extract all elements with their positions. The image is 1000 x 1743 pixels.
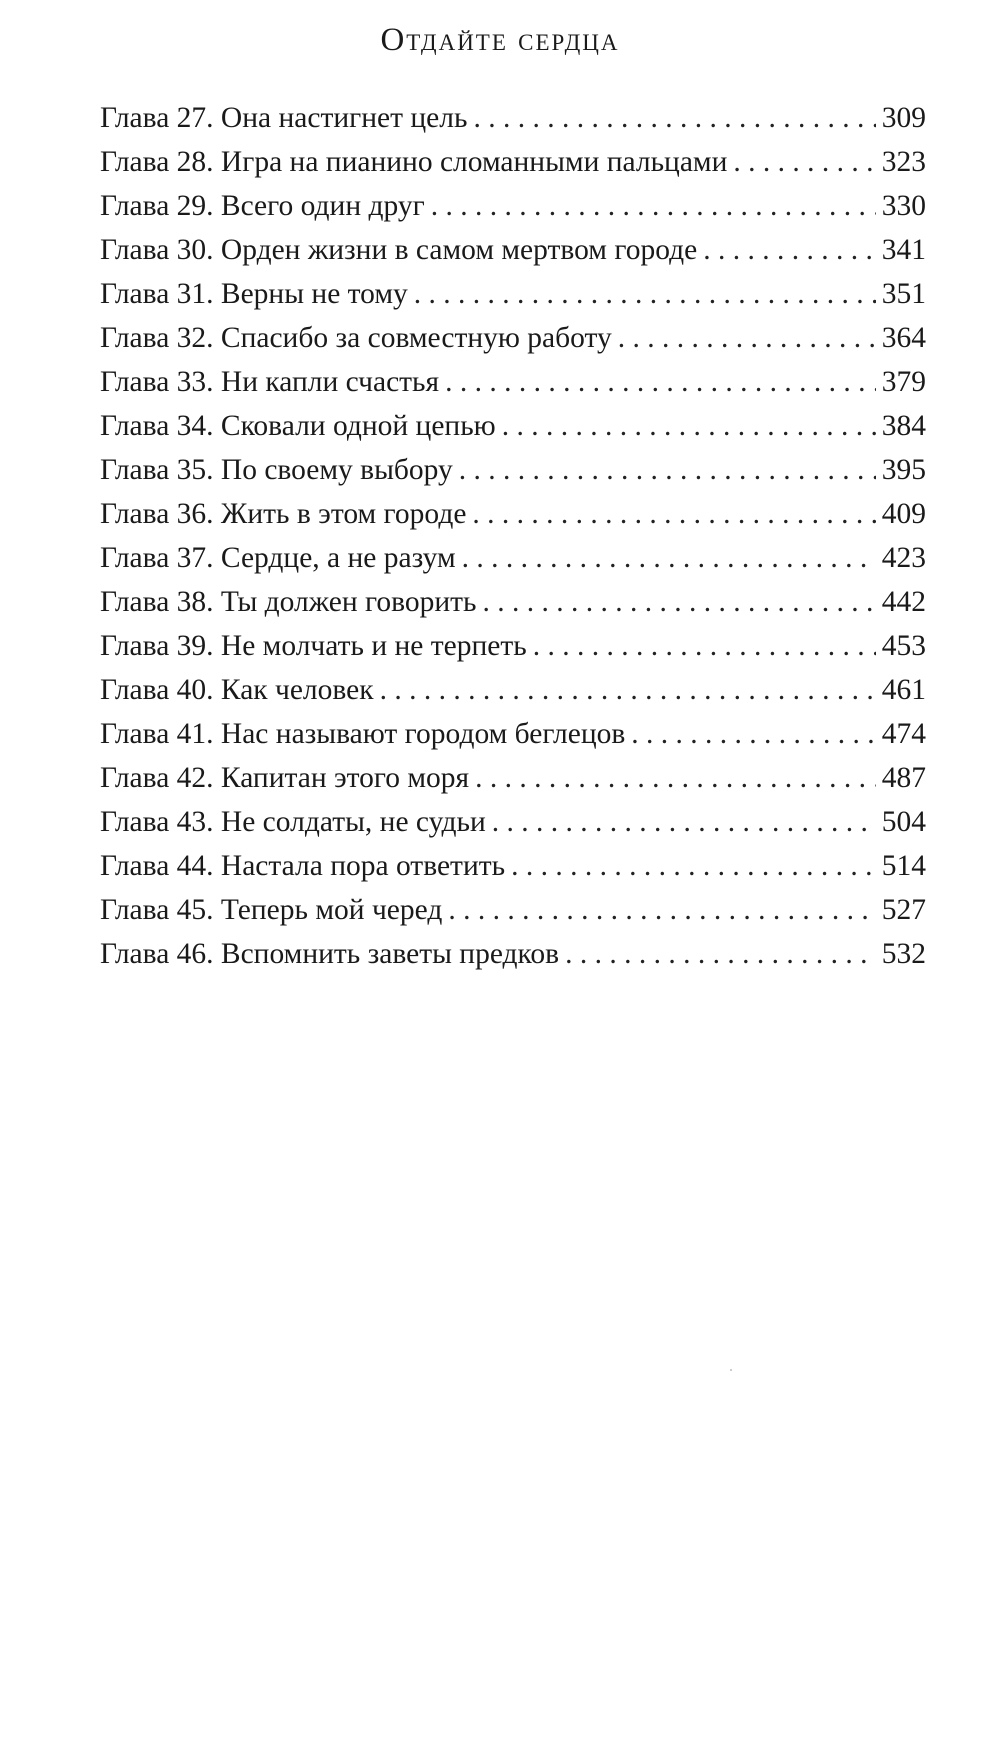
toc-leader-dots (533, 624, 876, 668)
toc-entry-title: Глава 42. Капитан этого моря (100, 762, 470, 794)
toc-leader-dots (459, 448, 876, 492)
toc-page-number: 364 (881, 322, 926, 354)
toc-page-number: 527 (881, 894, 926, 926)
toc-leader-dots (703, 228, 876, 272)
toc-leader-dots (462, 536, 876, 580)
table-of-contents (100, 96, 926, 976)
toc-entry-title: Глава 36. Жить в этом городе (100, 498, 467, 530)
toc-page-number: 409 (881, 498, 926, 530)
toc-page-number: 453 (881, 630, 926, 662)
toc-leader-dots (414, 272, 876, 316)
toc-entry-title: Глава 30. Орден жизни в самом мертвом городе (100, 234, 698, 266)
toc-entry-title: Глава 34. Сковали одной цепью (100, 410, 496, 442)
toc-entry (100, 756, 926, 800)
toc-leader-dots (380, 668, 876, 712)
toc-entry-title: Глава 33. Ни капли счастья (100, 366, 440, 398)
toc-leader-dots (733, 140, 875, 184)
toc-entry (100, 624, 926, 668)
paper-speck (730, 1369, 732, 1371)
toc-entry (100, 668, 926, 712)
toc-entry (100, 272, 926, 316)
toc-leader-dots (431, 184, 876, 228)
toc-leader-dots (631, 712, 875, 756)
toc-entry-title: Глава 27. Она настигнет цель (100, 102, 468, 134)
toc-entry-title: Глава 43. Не солдаты, не судьи (100, 806, 486, 838)
toc-entry (100, 96, 926, 140)
running-title: Отдайте сердца (380, 22, 620, 58)
toc-entry (100, 360, 926, 404)
toc-entry-title: Глава 41. Нас называют городом беглецов (100, 718, 626, 750)
toc-page-number: 423 (881, 542, 926, 574)
toc-leader-dots (502, 404, 876, 448)
toc-entry (100, 140, 926, 184)
toc-page-number: 330 (881, 190, 926, 222)
toc-page-number: 504 (881, 806, 926, 838)
toc-entry (100, 448, 926, 492)
toc-entry (100, 580, 926, 624)
toc-entry-title: Глава 35. По своему выбору (100, 454, 453, 486)
toc-leader-dots (445, 360, 876, 404)
toc-leader-dots (482, 580, 875, 624)
toc-entry-title: Глава 44. Настала пора ответить (100, 850, 506, 882)
toc-entry (100, 844, 926, 888)
toc-entry (100, 404, 926, 448)
toc-leader-dots (492, 800, 876, 844)
toc-page-number: 395 (881, 454, 926, 486)
toc-entry (100, 800, 926, 844)
toc-leader-dots (472, 492, 875, 536)
toc-page-number: 384 (881, 410, 926, 442)
toc-page-number: 379 (881, 366, 926, 398)
toc-entry-title: Глава 46. Вспомнить заветы предков (100, 938, 560, 970)
toc-entry-title: Глава 45. Теперь мой черед (100, 894, 443, 926)
toc-page-number: 487 (881, 762, 926, 794)
toc-entry (100, 184, 926, 228)
toc-page-number: 532 (881, 938, 926, 970)
toc-entry (100, 888, 926, 932)
toc-entry (100, 228, 926, 272)
toc-leader-dots (618, 316, 876, 360)
toc-page-number: 341 (881, 234, 926, 266)
toc-entry-title: Глава 31. Верны не тому (100, 278, 408, 310)
toc-page-number: 351 (881, 278, 926, 310)
toc-entry (100, 932, 926, 976)
toc-page-number: 323 (881, 146, 926, 178)
toc-entry (100, 712, 926, 756)
toc-entry (100, 492, 926, 536)
toc-entry-title: Глава 37. Сердце, а не разум (100, 542, 456, 574)
toc-entry-title: Глава 29. Всего один друг (100, 190, 425, 222)
toc-leader-dots (565, 932, 876, 976)
toc-leader-dots (511, 844, 876, 888)
toc-entry (100, 316, 926, 360)
toc-entry-title: Глава 39. Не молчать и не терпеть (100, 630, 527, 662)
toc-entry-title: Глава 32. Спасибо за совместную работу (100, 322, 612, 354)
toc-page-number: 474 (881, 718, 926, 750)
toc-page-number: 461 (881, 674, 926, 706)
toc-page-number: 309 (881, 102, 926, 134)
toc-leader-dots (473, 96, 875, 140)
toc-entry-title: Глава 28. Игра на пианино сломанными пальцами (100, 146, 728, 178)
toc-page-number: 442 (881, 586, 926, 618)
toc-page-number: 514 (881, 850, 926, 882)
toc-leader-dots (475, 756, 876, 800)
toc-entry (100, 536, 926, 580)
toc-leader-dots (448, 888, 875, 932)
toc-entry-title: Глава 38. Ты должен говорить (100, 586, 477, 618)
toc-entry-title: Глава 40. Как человек (100, 674, 374, 706)
